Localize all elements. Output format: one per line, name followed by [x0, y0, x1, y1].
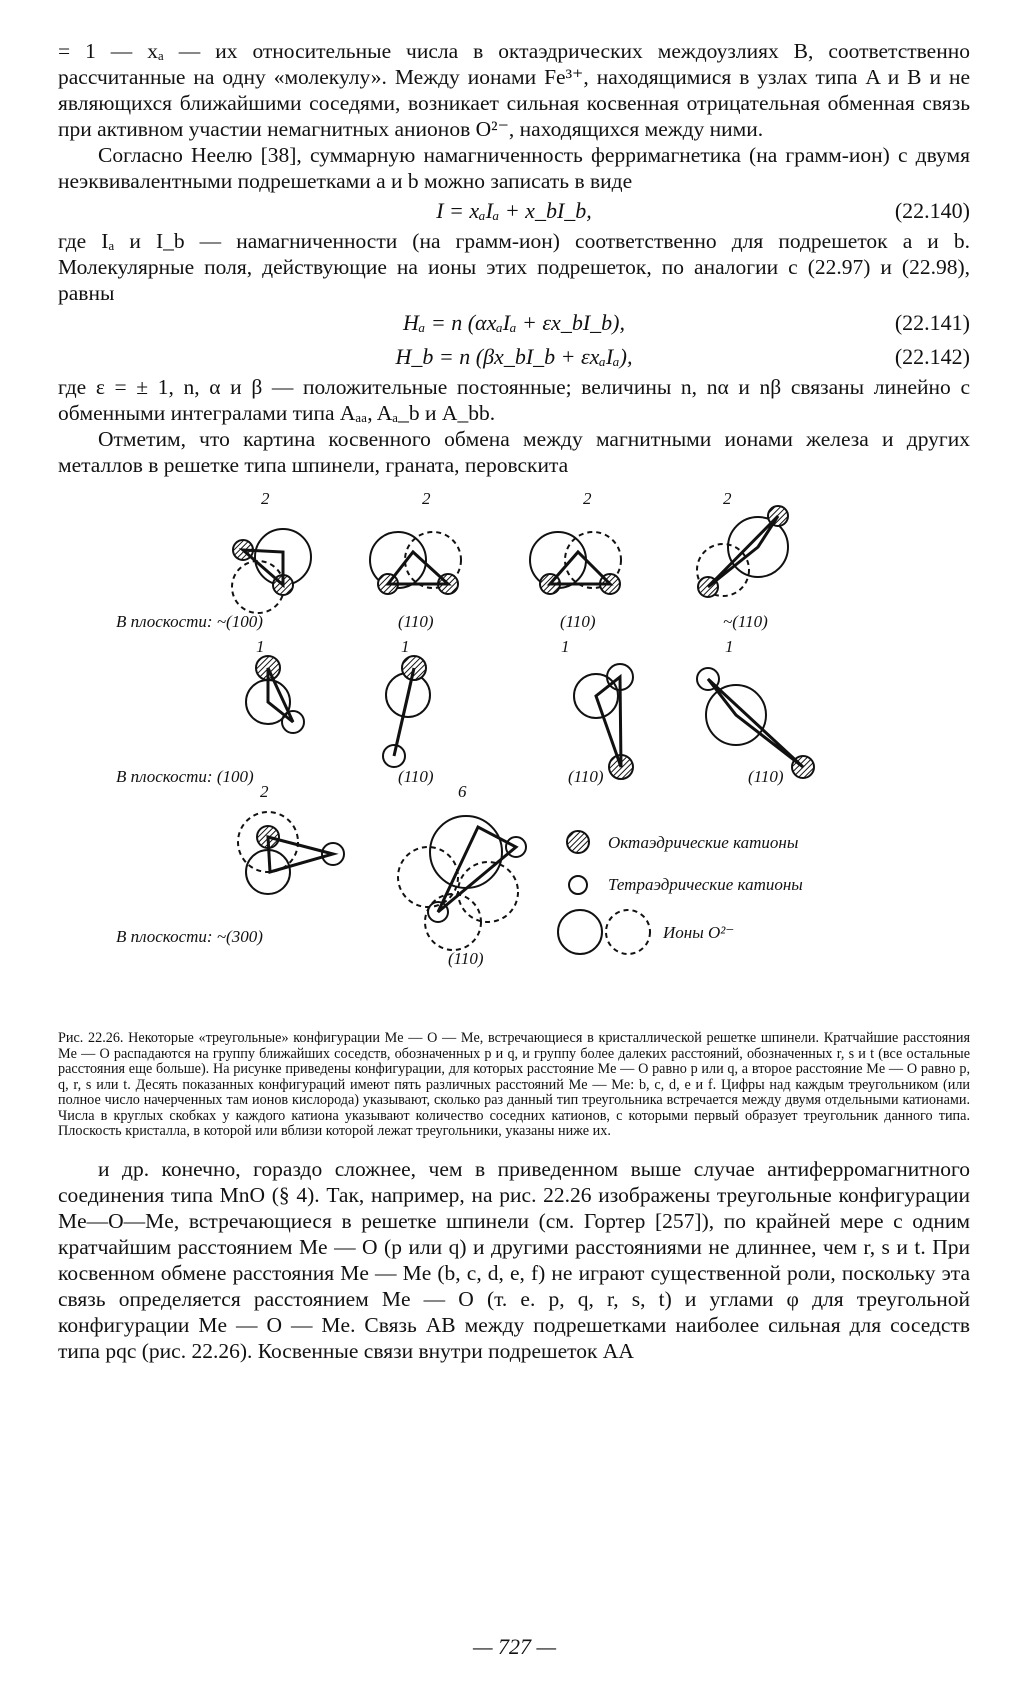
row-label: В плоскости: ~(100): [116, 612, 263, 631]
count-label: 1: [561, 637, 570, 656]
plane-label: (110): [448, 949, 484, 968]
equation-number: (22.142): [894, 344, 970, 369]
plane-label: (110): [398, 767, 434, 786]
page-body: [58, 38, 970, 1364]
count-label: 1: [256, 637, 265, 656]
figure-caption: Рис. 22.26. Некоторые «треугольные» конфигурации Me — O — Me, встречающиеся в кристаллической решетке шпинели. Кратчайшие расстояния Me — O распадаются на группу ближайших соседств, обозначенных p и q, и группу более далеких расстояний, обозначенных r, s и t (все остальные расстояния еще больше). На рисунке приведены конфигурации, для которых расстояние Me — O равно p или q, а второе расстояние Me — O равно p, q, r, s или t. Десять показанных конфигураций имеют пять различных расстояний Me — Me: b, c, d, e и f. Цифры над каждым треугольником (или полное число начерченных там ионов кислорода) указывают, сколько раз данный тип треугольника встречается между двумя отдельными катионами. Числа в круглых скобках у каждого катиона указывают количество соседних катионов, с которыми первый образует треугольник данного типа. Плоскость кристалла, в которой или вблизи которой лежат треугольники, указаны ниже их.: [58, 1030, 970, 1139]
equation-formula: Hₐ = n (αxₐIₐ + εx_bI_b),: [403, 310, 625, 335]
count-label: 2: [723, 489, 732, 508]
count-label: 1: [401, 637, 410, 656]
legend-label: Тетраэдрические катионы: [608, 875, 803, 894]
plane-label: (110): [568, 767, 604, 786]
count-label: 2: [583, 489, 592, 508]
paragraph-2: Согласно Неелю [38], суммарную намагниченность ферримагнетика (на грамм-ион) с двумя неэквивалентными подрешетками a и b можно записать в виде: [58, 143, 970, 193]
paragraph-5: Отметим, что картина косвенного обмена между магнитными ионами железа и других металлов в решетке типа шпинели, граната, перовскита: [58, 427, 970, 477]
equation-number: (22.140): [894, 198, 970, 223]
figure-22-26: [58, 482, 970, 1022]
plane-label: (110): [560, 612, 596, 631]
legend-label: Ионы O²⁻: [663, 923, 735, 942]
plane-label: (110): [748, 767, 784, 786]
legend-label: Октаэдрические катионы: [608, 833, 799, 852]
paragraph-3: где Iₐ и I_b — намагниченности (на грамм-ион) соответственно для подрешеток a и b. Молекулярные поля, действующие на ионы этих подрешеток, по аналогии с (22.97) и (22.98), равны: [58, 229, 970, 305]
page-number: — 727 —: [472, 1634, 557, 1659]
equation-formula: I = xₐIₐ + x_bI_b,: [436, 198, 592, 223]
equation-22-140: [58, 194, 970, 228]
equation-formula: H_b = n (βx_bI_b + εxₐIₐ),: [395, 344, 633, 369]
paragraph-1: = 1 — xₐ — их относительные числа в октаэдрических междоузлиях B, соответственно рассчитанные на одну «молекулу». Между ионами Fe³⁺, находящимися в узлах типа A и B и не являющихся ближайшими соседями, возникает сильная косвенная отрицательная обменная связь при активном участии немагнитных анионов O²⁻, находящихся между ними.: [58, 39, 970, 141]
count-label: 2: [260, 782, 269, 801]
count-label: 2: [261, 489, 270, 508]
count-label: 6: [458, 782, 467, 801]
paragraph-6: и др. конечно, гораздо сложнее, чем в приведенном выше случае антиферромагнитного соединения типа MnO (§ 4). Так, например, на рис. 22.26 изображены треугольные конфигурации Me—O—Me, встречающиеся в решетке шпинели (см. Гортер [257]), по крайней мере с одним кратчайшим расстоянием Me — O (p или q) и другими расстояниями не длиннее, чем r, s и t. При косвенном обмене расстояния Me — Me (b, c, d, e, f) не играют существенной роли, поскольку эта связь определяется расстоянием Me — O (т. е. p, q, r, s, t) и углами φ для треугольной конфигурации Me — O — Me. Связь AB между подрешетками наиболее сильная для соседств типа pqc (рис. 22.26). Косвенные связи внутри подрешеток AA: [58, 1156, 970, 1363]
equation-22-141: [58, 306, 970, 340]
count-label: 1: [725, 637, 734, 656]
plane-label: (110): [398, 612, 434, 631]
paragraph-4: где ε = ± 1, n, α и β — положительные постоянные; величины n, nα и nβ связаны линейно с обменными интегралами типа Aₐₐ, Aₐ_b и A_bb.: [58, 375, 970, 425]
equation-22-142: [58, 340, 970, 374]
row-label: В плоскости: (100): [116, 767, 254, 786]
equation-number: (22.141): [894, 310, 970, 335]
plane-label: ~(110): [723, 612, 768, 631]
count-label: 2: [422, 489, 431, 508]
row-label: В плоскости: ~(300): [116, 927, 263, 946]
